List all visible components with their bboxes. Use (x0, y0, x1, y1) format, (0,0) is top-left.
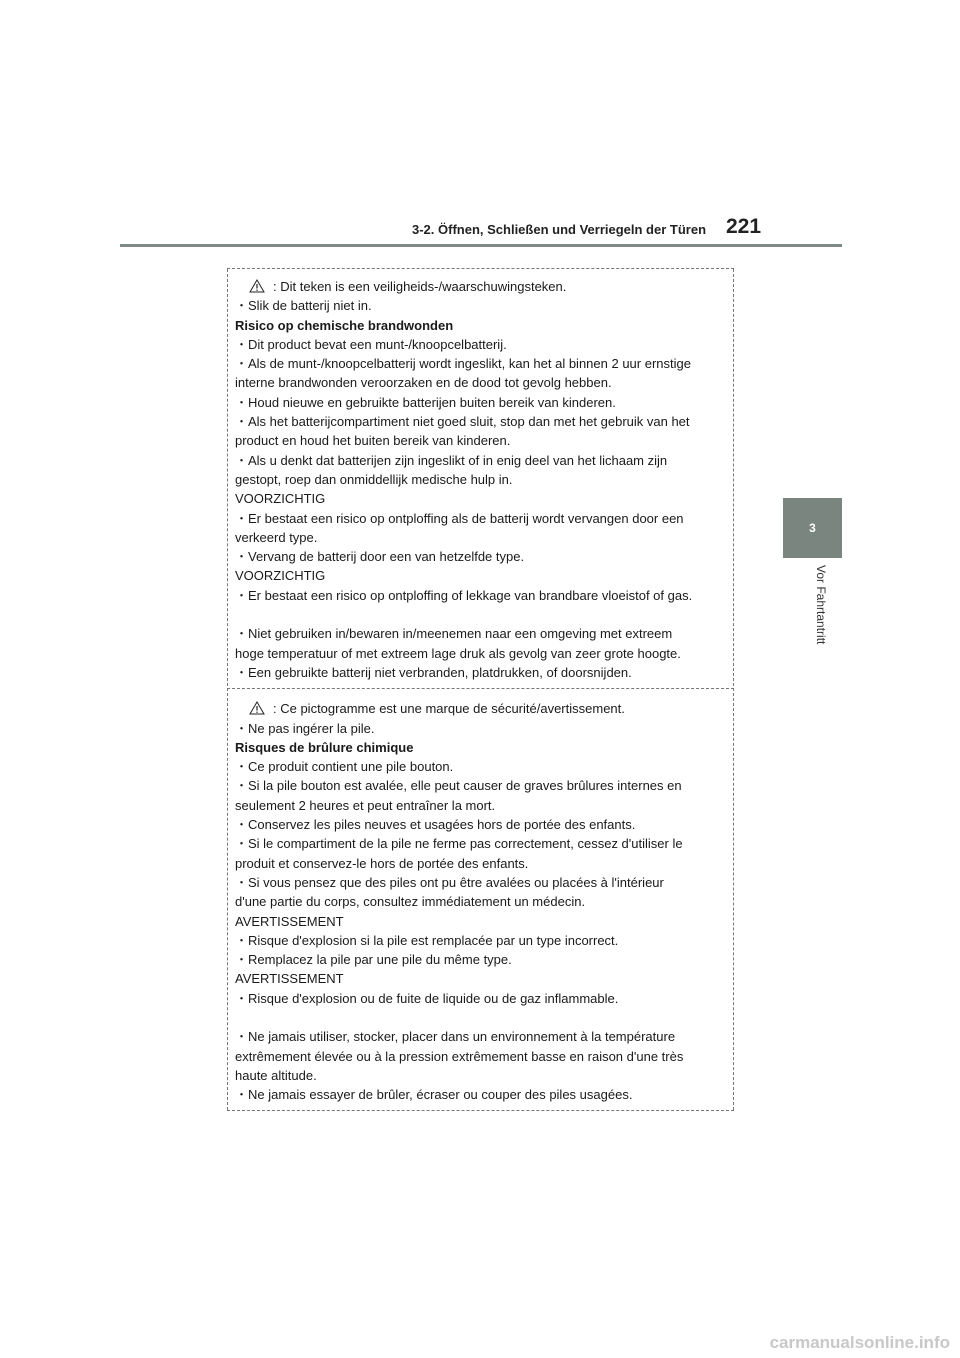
text-line: ・Er bestaat een risico op ontploffing of lekkage van brandbare vloeistof of gas. (235, 587, 693, 603)
text-line: interne brandwonden veroorzaken en de dood tot gevolg hebben. (235, 375, 612, 391)
text-line: verkeerd type. (235, 529, 318, 545)
text-line: ・Conservez les piles neuves et usagées hors de portée des enfants. (235, 817, 636, 833)
warning-text: : Ce pictogramme est une marque de sécurité/avertissement. (273, 701, 625, 717)
french-section (227, 688, 734, 1110)
text-line: ・Houd nieuwe en gebruikte batterijen buiten bereik van kinderen. (235, 394, 616, 410)
text-line: AVERTISSEMENT (235, 971, 344, 987)
warning-line (235, 699, 726, 718)
text-line: ・Ce produit contient une pile bouton. (235, 759, 454, 775)
text-line: ・Niet gebruiken in/bewaren in/meenemen naar een omgeving met extreem (235, 626, 673, 642)
text-line: product en houd het buiten bereik van kinderen. (235, 433, 511, 449)
text-line: AVERTISSEMENT (235, 913, 344, 929)
dutch-lines (235, 296, 726, 682)
text-line: ・Vervang de batterij door een van hetzelfde type. (235, 549, 525, 565)
text-line: Risques de brûlure chimique (235, 739, 414, 755)
warning-text: : Dit teken is een veiligheids-/waarschuwingsteken. (273, 279, 567, 294)
text-line: VOORZICHTIG (235, 568, 326, 584)
warning-box (227, 268, 734, 1111)
text-line: ・Een gebruikte batterij niet verbranden, platdrukken, of doorsnijden. (235, 664, 632, 680)
text-line: produit et conservez-le hors de portée des enfants. (235, 855, 529, 871)
text-line: d'une partie du corps, consultez immédiatement un médecin. (235, 894, 586, 910)
text-line: VOORZICHTIG (235, 491, 326, 507)
text-line: Risico op chemische brandwonden (235, 317, 454, 333)
warning-line (235, 277, 726, 296)
text-line: ・Er bestaat een risico op ontploffing als de batterij wordt vervangen door een (235, 510, 684, 526)
text-line: ・Als u denkt dat batterijen zijn ingeslikt of in enig deel van het lichaam zijn (235, 452, 668, 468)
text-line: ・Ne jamais essayer de brûler, écraser ou couper des piles usagées. (235, 1087, 633, 1103)
warning-triangle-icon (249, 701, 265, 715)
french-lines (235, 719, 726, 1105)
spacer-line (235, 605, 726, 624)
text-line: ・Slik de batterij niet in. (235, 298, 372, 314)
text-line: ・Si le compartiment de la pile ne ferme pas correctement, cessez d'utiliser le (235, 836, 683, 852)
text-line: ・Als het batterijcompartiment niet goed sluit, stop dan met het gebruik van het (235, 414, 690, 430)
text-line: ・Remplacez la pile par une pile du même type. (235, 952, 512, 968)
text-line: ・Risque d'explosion ou de fuite de liquide ou de gaz inflammable. (235, 990, 619, 1006)
text-line: ・Dit product bevat een munt-/knoopcelbatterij. (235, 336, 507, 352)
text-line: ・Ne pas ingérer la pile. (235, 720, 375, 736)
header-rule (120, 244, 842, 247)
text-line: hoge temperatuur of met extreem lage druk als gevolg van zeer grote hoogte. (235, 645, 681, 661)
text-line: haute altitude. (235, 1067, 317, 1083)
warning-triangle-icon (249, 279, 265, 293)
text-line: ・Als de munt-/knoopcelbatterij wordt ingeslikt, kan het al binnen 2 uur ernstige (235, 356, 691, 372)
watermark: carmanualsonline.info (769, 1333, 950, 1352)
dutch-section (227, 269, 734, 688)
text-line: seulement 2 heures et peut entraîner la mort. (235, 797, 496, 813)
chapter-label: Vor Fahrtantritt (814, 565, 828, 645)
text-line: ・Risque d'explosion si la pile est remplacée par un type incorrect. (235, 932, 619, 948)
text-line: ・Si vous pensez que des piles ont pu être avalées ou placées à l'intérieur (235, 874, 664, 890)
text-line: gestopt, roep dan onmiddellijk medische hulp in. (235, 471, 513, 487)
text-line: extrêmement élevée ou à la pression extrêmement basse en raison d'une très (235, 1048, 684, 1064)
spacer-line (235, 1008, 726, 1027)
text-line: ・Ne jamais utiliser, stocker, placer dans un environnement à la température (235, 1029, 676, 1045)
page-number: 221 (726, 215, 762, 238)
chapter-tab: 3 (783, 498, 842, 558)
text-line: ・Si la pile bouton est avalée, elle peut causer de graves brûlures internes en (235, 778, 682, 794)
section-title: 3-2. Öffnen, Schließen und Verriegeln der Türen (412, 222, 707, 237)
